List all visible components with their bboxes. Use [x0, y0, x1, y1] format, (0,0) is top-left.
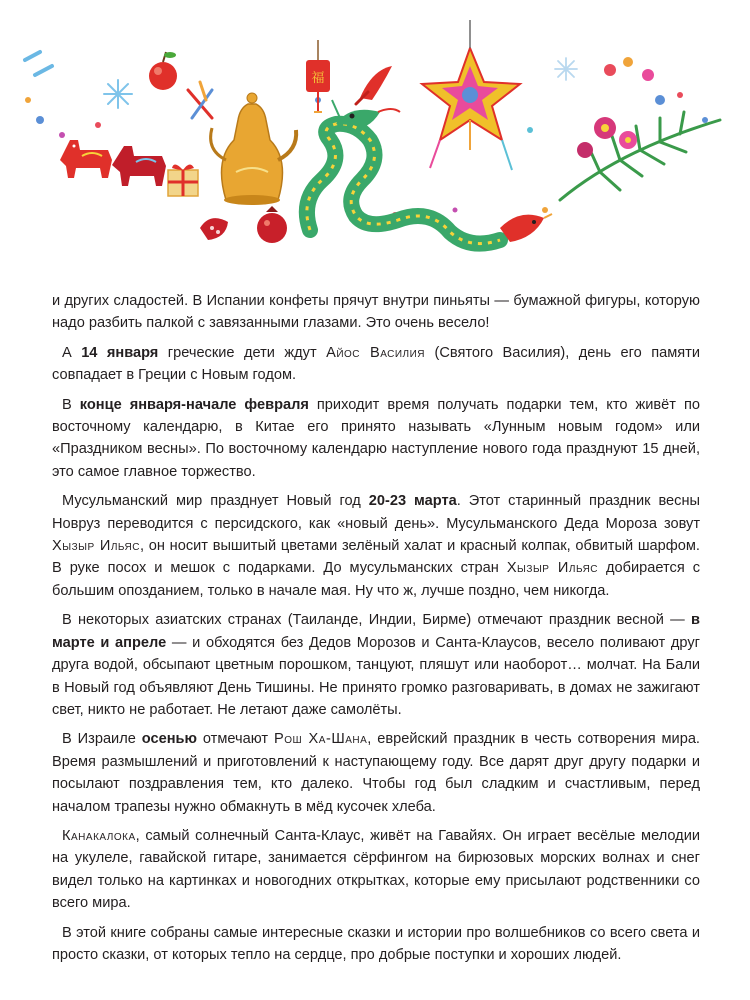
text-run: , самый солнечный Санта-Клаус, живёт на Гавайях. Он играет весёлые мелодии на укулеле, гавайской гитаре, занимается сёрфингом на бирюзовых морских волнах и снег видел только на картинках и новогодних открытках, которые ему присылают родственники со всего мира.	[52, 827, 700, 912]
dala-horse-icon	[112, 146, 166, 186]
date-highlight: конце января-начале февраля	[79, 396, 309, 413]
paragraph-5	[52, 609, 700, 721]
character-name: Хызыр Ильяс	[52, 538, 140, 555]
text-run: добирается с большим опозданием, только в начале мая. Ну что ж, лучше поздно, чем никогда.	[52, 560, 700, 599]
pinata-star-icon	[422, 20, 520, 170]
pomegranate-icon	[200, 218, 228, 240]
text-run: В Израиле	[62, 731, 142, 748]
dala-horse-icon	[60, 140, 112, 178]
paragraph-6	[52, 728, 700, 818]
date-highlight: в марте и апреле	[52, 612, 700, 651]
text-run: и других сладостей. В Испании конфеты прячут внутри пиньяты — бумажной фигуры, которую надо разбить палкой с завязанными глазами. Это очень весело!	[52, 293, 700, 332]
paragraph-3	[52, 394, 700, 484]
text-run: греческие дети ждут	[158, 344, 327, 361]
paragraph-4	[52, 490, 700, 602]
flower-icon	[577, 117, 637, 158]
character-name: Канакалока	[62, 827, 136, 844]
date-highlight: осенью	[141, 731, 197, 748]
character-name: Рош Ха-Шана	[273, 731, 368, 748]
date-highlight: 14 января	[81, 344, 159, 361]
snowflake-icon	[104, 80, 132, 108]
teapot-icon	[211, 93, 297, 205]
paragraph-8	[52, 922, 700, 967]
text-run: , он носит вышитый цветами зелёный халат и красный колпак, обвитый шарфом. В руке посох и мешок с подарками. До мусульманских стран	[52, 538, 700, 577]
text-run: В	[62, 396, 80, 413]
text-run: отмечают	[196, 731, 274, 748]
apple-icon	[149, 52, 177, 90]
text-run: . Этот старинный праздник весны Новруз переводится с персидского, как «новый день». Мусульманского Деда Мороза зовут	[52, 493, 700, 532]
snowflake-icon	[555, 58, 577, 80]
date-highlight: 20-23 марта	[368, 493, 457, 510]
text-run: приходит время получать подарки тем, кто живёт по восточному календарю, в Китае его принято называть «Лунным новым годом» или «Праздником весны». По восточному календарю наступление нового года празднуют 15 дней, это самое главное торжество.	[52, 396, 700, 480]
chinese-lantern-icon	[306, 40, 330, 112]
paragraph-2	[52, 342, 700, 387]
gift-box-icon	[168, 164, 198, 196]
article-body	[52, 290, 700, 973]
text-run: (Святого Василия), день его памяти совпадает в Греции с Новым годом.	[52, 344, 700, 384]
holiday-illustration	[0, 0, 750, 280]
text-run: , еврейский праздник в честь сотворения мира. Время размышлений и приготовлений к наступающему году. Все дарят друг другу подарки и посылают поздравления тем, кто далеко. Чтобы год был сладким и счастливым, перед началом трапезы нужно обмакнуть в мёд кусочек хлеба.	[52, 731, 700, 815]
character-name: Айос Василия	[326, 344, 426, 361]
paragraph-7	[52, 825, 700, 915]
text-run: Мусульманский мир празднует Новый год	[62, 493, 369, 510]
flower-icon	[604, 57, 665, 105]
text-run: В некоторых азиатских странах (Таиланде, Индии, Бирме) отмечают праздник весной —	[62, 612, 692, 629]
pomegranate-icon	[257, 206, 287, 243]
character-name: Хызыр Ильяс	[506, 560, 599, 577]
bird-icon	[356, 66, 392, 104]
lantern-glyph: 福	[311, 71, 325, 86]
text-run: В этой книге собраны самые интересные сказки и истории про волшебников со всего света и просто сказки, от которых тепло на сердце, про добрые поступки и хороших людей.	[52, 924, 700, 963]
text-run: — и обходятся без Дедов Морозов и Санта-Клаусов, весело поливают друг друга водой, обсыпают цветным порошком, танцуют, пляшут или наоборот… молчат. На Бали в Новый год объявляют День Тишины. Не принято громко разговаривать, в домах не зажигают свет, никто не работает. Не летают даже самолёты.	[52, 634, 700, 718]
paragraph-1	[52, 290, 700, 335]
bird-icon	[500, 214, 552, 242]
text-run: А	[62, 344, 82, 361]
sparkler-icon	[188, 82, 212, 118]
brush-strokes	[25, 52, 52, 75]
